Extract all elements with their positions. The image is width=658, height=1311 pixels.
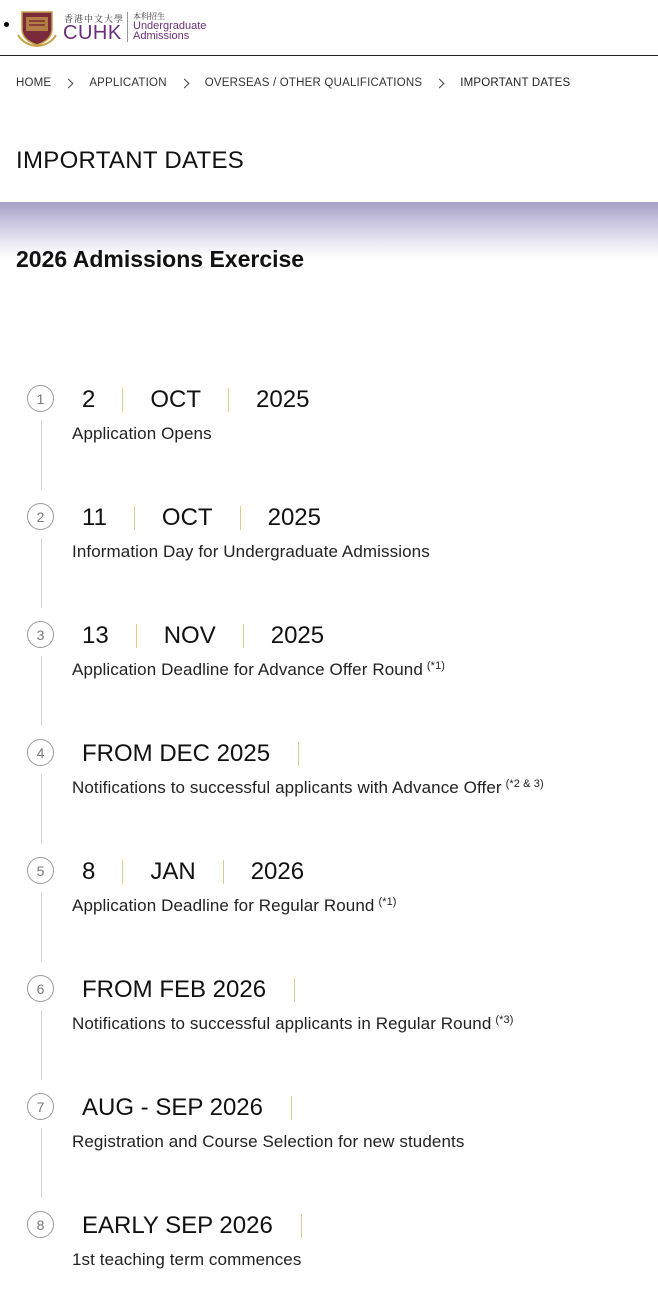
date-year: 2025 bbox=[267, 504, 321, 531]
timeline-item bbox=[0, 1206, 658, 1311]
chevron-right-icon bbox=[64, 78, 74, 88]
date-day: 13 bbox=[82, 622, 109, 649]
step-number: 5 bbox=[27, 857, 54, 884]
section-title: 2026 Admissions Exercise bbox=[16, 246, 305, 272]
breadcrumb-home[interactable]: HOME bbox=[16, 77, 52, 89]
logo-undergraduate-text: Undergraduate bbox=[133, 20, 207, 32]
step-number: 6 bbox=[27, 975, 54, 1002]
logo-chinese-name: 香港中文大學 bbox=[64, 15, 125, 25]
chevron-right-icon bbox=[435, 78, 445, 88]
step-number: 2 bbox=[27, 503, 54, 530]
event-text: Registration and Course Selection for new students bbox=[72, 1132, 465, 1151]
date-year: 2025 bbox=[256, 386, 310, 413]
date-day: 11 bbox=[82, 504, 107, 531]
event-description bbox=[72, 542, 434, 562]
date-divider bbox=[294, 978, 295, 1002]
timeline-item bbox=[0, 380, 658, 498]
timeline-connector bbox=[41, 420, 42, 490]
date-day: 8 bbox=[82, 858, 96, 885]
event-description bbox=[72, 424, 216, 444]
event-footnote: (*3) bbox=[495, 1014, 514, 1026]
date-range: FROM DEC 2025 bbox=[82, 740, 271, 767]
event-date bbox=[82, 858, 304, 886]
date-year: 2025 bbox=[270, 622, 325, 649]
event-date bbox=[82, 976, 322, 1004]
date-divider bbox=[122, 388, 123, 412]
logo-chinese-subtitle: 本科招生 bbox=[133, 12, 165, 21]
step-number: 3 bbox=[27, 621, 54, 648]
timeline-connector bbox=[41, 538, 42, 608]
date-range: FROM FEB 2026 bbox=[82, 976, 267, 1003]
site-header bbox=[0, 0, 658, 56]
event-text: Application Deadline for Advance Offer Round bbox=[72, 660, 423, 679]
date-divider bbox=[240, 506, 241, 530]
event-text: Information Day for Undergraduate Admissions bbox=[72, 542, 430, 561]
event-description bbox=[72, 1132, 468, 1152]
event-date bbox=[82, 740, 326, 768]
timeline-connector bbox=[41, 1010, 42, 1080]
date-range: AUG - SEP 2026 bbox=[82, 1094, 263, 1121]
event-description bbox=[72, 660, 445, 680]
cuhk-crest-logo[interactable] bbox=[16, 9, 58, 47]
event-date bbox=[82, 1094, 319, 1122]
event-description bbox=[72, 1250, 305, 1270]
breadcrumb bbox=[16, 77, 570, 89]
event-text: Application Deadline for Regular Round bbox=[72, 896, 375, 915]
timeline-connector bbox=[41, 892, 42, 962]
date-month: JAN bbox=[150, 858, 196, 885]
event-date bbox=[82, 386, 309, 414]
logo-admissions-text: Admissions bbox=[133, 30, 190, 42]
step-number: 4 bbox=[27, 739, 54, 766]
date-divider bbox=[228, 388, 229, 412]
step-number: 7 bbox=[27, 1093, 54, 1120]
chevron-right-icon bbox=[179, 78, 189, 88]
event-text: 1st teaching term commences bbox=[72, 1250, 302, 1269]
timeline-connector bbox=[41, 1128, 42, 1198]
event-text: Application Opens bbox=[72, 424, 212, 443]
event-date bbox=[82, 622, 324, 650]
date-month: OCT bbox=[161, 504, 213, 531]
date-divider bbox=[134, 506, 135, 530]
step-number: 8 bbox=[27, 1211, 54, 1238]
logo-divider bbox=[127, 12, 128, 42]
timeline-item bbox=[0, 1088, 658, 1206]
breadcrumb-overseas[interactable]: OVERSEAS / OTHER QUALIFICATIONS bbox=[204, 77, 423, 89]
step-number: 1 bbox=[27, 385, 54, 412]
date-month: NOV bbox=[163, 622, 216, 649]
event-description bbox=[72, 1014, 514, 1034]
timeline-item bbox=[0, 498, 658, 616]
timeline-item bbox=[0, 616, 658, 734]
event-text: Notifications to successful applicants with Advance Offer bbox=[72, 778, 502, 797]
date-divider bbox=[223, 860, 224, 884]
date-divider bbox=[122, 860, 123, 884]
timeline-connector bbox=[41, 656, 42, 726]
date-month: OCT bbox=[150, 386, 202, 413]
event-footnote: (*1) bbox=[426, 660, 446, 672]
page-title: IMPORTANT DATES bbox=[16, 147, 245, 174]
timeline-item bbox=[0, 734, 658, 852]
date-divider bbox=[298, 742, 299, 766]
date-divider bbox=[301, 1214, 302, 1238]
breadcrumb-application[interactable]: APPLICATION bbox=[89, 77, 167, 89]
date-divider bbox=[136, 624, 137, 648]
date-divider bbox=[291, 1096, 292, 1120]
date-range: EARLY SEP 2026 bbox=[82, 1212, 273, 1239]
event-text: Notifications to successful applicants in Regular Round bbox=[72, 1014, 492, 1033]
date-divider bbox=[243, 624, 244, 648]
timeline-item bbox=[0, 852, 658, 970]
event-description bbox=[72, 896, 397, 916]
event-description bbox=[72, 778, 544, 798]
breadcrumb-current: IMPORTANT DATES bbox=[460, 77, 571, 89]
timeline-connector bbox=[41, 774, 42, 844]
event-date bbox=[82, 1212, 329, 1240]
event-footnote: (*1) bbox=[378, 896, 397, 908]
timeline-item bbox=[0, 970, 658, 1088]
date-year: 2026 bbox=[250, 858, 305, 885]
event-date bbox=[82, 504, 321, 532]
event-footnote: (*2 & 3) bbox=[505, 778, 544, 790]
logo-cuhk-text[interactable]: CUHK bbox=[63, 22, 122, 44]
date-day: 2 bbox=[82, 386, 96, 413]
bullet-dot bbox=[4, 22, 9, 27]
